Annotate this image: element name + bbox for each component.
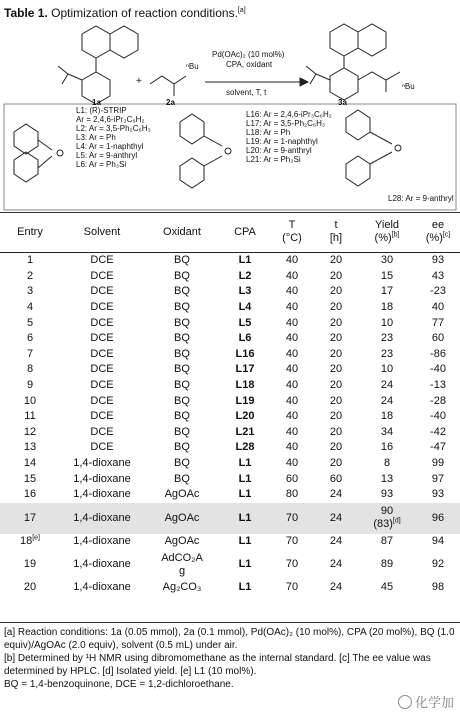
cell-yield: 24 bbox=[380, 394, 394, 407]
cell-oxidant: BQ bbox=[174, 285, 190, 298]
cell-solvent: DCE bbox=[90, 441, 114, 454]
cell-time: 20 bbox=[329, 441, 343, 454]
table-row bbox=[0, 300, 460, 316]
cell-solvent: DCE bbox=[90, 254, 114, 267]
cell-yield: 13 bbox=[380, 472, 394, 485]
substrate-label: 1a bbox=[92, 98, 101, 107]
cell-time: 20 bbox=[329, 254, 343, 267]
cell-ee: -28 bbox=[430, 394, 446, 407]
cell-yield: 18 bbox=[380, 410, 394, 423]
cell-yield: 87 bbox=[380, 534, 394, 547]
cell-temperature: 70 bbox=[270, 503, 314, 534]
cell-temperature: 40 bbox=[285, 379, 299, 392]
table-row bbox=[0, 315, 460, 331]
cpa-group-3 bbox=[388, 194, 454, 203]
cell-entry: 11 bbox=[24, 410, 36, 423]
cell-oxidant: AdCO₂A g bbox=[161, 551, 203, 577]
cell-temperature: 70 bbox=[285, 534, 299, 547]
cell-temperature: 40 bbox=[285, 410, 299, 423]
table-body bbox=[0, 253, 460, 596]
cell-ee: 77 bbox=[431, 316, 445, 329]
cell-oxidant: Ag₂CO₃ bbox=[162, 581, 202, 594]
cell-time: 20 bbox=[329, 332, 343, 345]
cell-entry: 3 bbox=[26, 285, 34, 298]
cell-cpa: L1 bbox=[220, 503, 270, 534]
cell-entry: 14 bbox=[23, 457, 37, 470]
cell-temperature: 60 bbox=[285, 472, 299, 485]
table-row bbox=[0, 580, 460, 596]
cell-time: 24 bbox=[314, 503, 358, 534]
cell-ee: 98 bbox=[431, 581, 445, 594]
cell-cpa: L19 bbox=[235, 394, 255, 407]
cell-solvent: 1,4-dioxane bbox=[73, 488, 131, 501]
cell-time: 24 bbox=[329, 534, 343, 547]
table-row bbox=[0, 549, 460, 580]
product-label: 3a bbox=[338, 98, 347, 107]
cell-solvent: 1,4-dioxane bbox=[73, 558, 131, 571]
cell-temperature: 40 bbox=[285, 332, 299, 345]
cell-time: 20 bbox=[329, 379, 343, 392]
table-row bbox=[0, 534, 460, 550]
cell-oxidant: BQ bbox=[174, 363, 190, 376]
cell-oxidant: BQ bbox=[174, 472, 190, 485]
footnote-a: [a] Reaction conditions: 1a (0.05 mmol), 2a (0.1 mmol), Pd(OAc)₂ (10 mol%), CPA (20 mol%), BQ (1.0 equiv)/AgOAc (2.0 equiv), solvent (0.5 mL) under air. bbox=[4, 627, 455, 651]
cell-entry: 12 bbox=[23, 425, 37, 438]
cpa-line: L2: Ar = 3,5-Ph₂C₆H₃ bbox=[76, 124, 151, 133]
cpa-group-1 bbox=[76, 106, 151, 169]
cell-yield: 24 bbox=[380, 379, 394, 392]
optimization-table bbox=[0, 212, 460, 596]
cell-entry: 15 bbox=[23, 472, 37, 485]
cell-oxidant: BQ bbox=[174, 316, 190, 329]
cpa-line: L28: Ar = 9-anthryl bbox=[388, 194, 454, 203]
table-header-row bbox=[0, 212, 460, 253]
cell-yield: 93 bbox=[380, 488, 394, 501]
cell-solvent: DCE bbox=[90, 269, 114, 282]
cell-temperature: 40 bbox=[285, 301, 299, 314]
cell-solvent: 1,4-dioxane bbox=[73, 534, 131, 547]
cell-oxidant: BQ bbox=[174, 269, 190, 282]
table-row bbox=[0, 393, 460, 409]
cell-yield: 45 bbox=[380, 581, 394, 594]
cell-solvent: DCE bbox=[90, 332, 114, 345]
caption-note: [a] bbox=[237, 7, 246, 14]
header-solvent: Solvent bbox=[83, 225, 121, 238]
cell-cpa: L1 bbox=[238, 254, 252, 267]
cpa-line: Ar = 2,4,6-iPr₃C₆H₂ bbox=[76, 115, 145, 124]
header-oxidant: Oxidant bbox=[163, 225, 201, 238]
cell-entry: 4 bbox=[26, 301, 34, 314]
cell-cpa: L1 bbox=[238, 488, 252, 501]
cell-cpa: L1 bbox=[238, 472, 252, 485]
cell-yield: 17 bbox=[380, 285, 394, 298]
cell-temperature: 40 bbox=[285, 316, 299, 329]
cell-cpa: L28 bbox=[235, 441, 255, 454]
cell-ee: 96 bbox=[416, 503, 460, 534]
cell-yield: 30 bbox=[380, 254, 394, 267]
table-row bbox=[0, 347, 460, 363]
cpa-line: L6: Ar = Ph₃Si bbox=[76, 160, 127, 169]
cell-time: 24 bbox=[329, 558, 343, 571]
cell-solvent: DCE bbox=[90, 410, 114, 423]
cell-time: 20 bbox=[329, 316, 343, 329]
table-row bbox=[0, 331, 460, 347]
cell-entry: 6 bbox=[26, 332, 34, 345]
acrylate-2a-structure bbox=[150, 76, 186, 96]
cell-ee: 40 bbox=[431, 301, 445, 314]
header-entry: Entry bbox=[17, 225, 43, 238]
cell-entry: 17 bbox=[0, 503, 60, 534]
conditions-text: solvent, T, t bbox=[226, 88, 267, 97]
cell-entry: 1 bbox=[26, 254, 34, 267]
cell-entry: 8 bbox=[26, 363, 34, 376]
table-row bbox=[0, 503, 460, 534]
cell-ee: 60 bbox=[431, 332, 445, 345]
cell-solvent: DCE bbox=[90, 363, 114, 376]
cell-time: 20 bbox=[329, 301, 343, 314]
cell-temperature: 70 bbox=[285, 581, 299, 594]
cell-cpa: L1 bbox=[238, 558, 252, 571]
substrate-1a-structure bbox=[58, 26, 138, 104]
cell-solvent: DCE bbox=[90, 379, 114, 392]
cell-oxidant: BQ bbox=[174, 441, 190, 454]
cell-yield: 89 bbox=[380, 558, 394, 571]
cell-ee: -13 bbox=[430, 379, 446, 392]
cell-yield: 15 bbox=[380, 269, 394, 282]
cell-yield: 23 bbox=[380, 332, 394, 345]
cell-cpa: L3 bbox=[238, 285, 252, 298]
cell-yield: 90 (83)[d] bbox=[358, 503, 416, 534]
cell-oxidant: BQ bbox=[174, 301, 190, 314]
cell-time: 20 bbox=[329, 347, 343, 360]
cell-time: 24 bbox=[329, 581, 343, 594]
cpa-line: L17: Ar = 3,5-Ph₂C₆H₃ bbox=[246, 119, 326, 128]
cell-yield: 18 bbox=[380, 301, 394, 314]
cell-solvent: DCE bbox=[90, 347, 114, 360]
cell-oxidant: BQ bbox=[174, 425, 190, 438]
caption-text: Optimization of reaction conditions. bbox=[51, 6, 238, 20]
cpa-binol-structure bbox=[180, 114, 231, 188]
cell-temperature: 40 bbox=[285, 394, 299, 407]
cpa-line: L1: (R)-STRIP bbox=[76, 106, 127, 115]
cell-time: 20 bbox=[329, 425, 343, 438]
header-time: t [h] bbox=[329, 219, 343, 244]
cell-entry: 2 bbox=[26, 269, 34, 282]
cell-entry: 16 bbox=[23, 488, 37, 501]
cell-yield: 10 bbox=[380, 363, 394, 376]
cell-yield: 10 bbox=[380, 316, 394, 329]
cpa-line: L20: Ar = 9-anthryl bbox=[246, 146, 312, 155]
table-row bbox=[0, 409, 460, 425]
cell-temperature: 40 bbox=[285, 254, 299, 267]
cell-time: 20 bbox=[329, 410, 343, 423]
cell-entry: 10 bbox=[23, 394, 37, 407]
cell-oxidant: BQ bbox=[174, 394, 190, 407]
cell-solvent: 1,4-dioxane bbox=[73, 472, 131, 485]
cell-solvent: DCE bbox=[90, 394, 114, 407]
cell-ee: -40 bbox=[430, 410, 446, 423]
cell-ee: -23 bbox=[430, 285, 446, 298]
cell-temperature: 40 bbox=[285, 425, 299, 438]
cpa-line: L16: Ar = 2,4,6-iPr₃C₆H₂ bbox=[246, 110, 332, 119]
table-row bbox=[0, 269, 460, 285]
cell-cpa: L18 bbox=[235, 379, 255, 392]
table-row bbox=[0, 362, 460, 378]
cell-cpa: L20 bbox=[235, 410, 255, 423]
cell-temperature: 40 bbox=[285, 285, 299, 298]
plus-sign: + bbox=[136, 76, 142, 87]
cell-time: 20 bbox=[329, 394, 343, 407]
cell-solvent: DCE bbox=[90, 301, 114, 314]
cell-oxidant: BQ bbox=[174, 332, 190, 345]
cell-cpa: L6 bbox=[238, 332, 252, 345]
cell-cpa: L5 bbox=[238, 316, 252, 329]
cell-solvent: 1,4-dioxane bbox=[60, 503, 144, 534]
catalyst-text: Pd(OAc)₂ (10 mol%) bbox=[212, 50, 285, 59]
table-row bbox=[0, 487, 460, 503]
cpa-group-2 bbox=[246, 110, 332, 164]
table-bottom-rule bbox=[0, 622, 460, 623]
footnote-b: [b] Determined by ¹H NMR using dibromomethane as the internal standard. [c] The ee value was determined by HPLC. [d] Isolated yield. [e] L1 (10 mol%). bbox=[4, 653, 431, 677]
table-row bbox=[0, 425, 460, 441]
cell-time: 20 bbox=[329, 285, 343, 298]
cell-entry: 9 bbox=[26, 379, 34, 392]
cpa-line: L21: Ar = Ph₃Si bbox=[246, 155, 301, 164]
watermark bbox=[398, 692, 454, 711]
cell-ee: -40 bbox=[430, 363, 446, 376]
cell-ee: 94 bbox=[431, 534, 445, 547]
cell-cpa: L4 bbox=[238, 301, 252, 314]
cell-time: 20 bbox=[329, 269, 343, 282]
acrylate-ester: ⁿBu bbox=[186, 62, 199, 71]
cell-temperature: 40 bbox=[285, 457, 299, 470]
cell-ee: 92 bbox=[431, 558, 445, 571]
cell-temperature: 40 bbox=[285, 363, 299, 376]
cpa-line: L3: Ar = Ph bbox=[76, 133, 116, 142]
table-row bbox=[0, 253, 460, 269]
cell-time: 60 bbox=[329, 472, 343, 485]
table-row bbox=[0, 440, 460, 456]
cell-temperature: 40 bbox=[285, 441, 299, 454]
cell-solvent: DCE bbox=[90, 285, 114, 298]
cell-time: 20 bbox=[329, 363, 343, 376]
cell-time: 24 bbox=[329, 488, 343, 501]
cell-solvent: 1,4-dioxane bbox=[73, 457, 131, 470]
cell-ee: -86 bbox=[430, 347, 446, 360]
table-row bbox=[0, 456, 460, 472]
cell-cpa: L16 bbox=[235, 347, 255, 360]
cell-cpa: L1 bbox=[238, 534, 252, 547]
cell-entry: 13 bbox=[23, 441, 37, 454]
cell-cpa: L1 bbox=[238, 457, 252, 470]
cell-ee: 99 bbox=[431, 457, 445, 470]
cpa-line: L18: Ar = Ph bbox=[246, 128, 291, 137]
cell-yield: 16 bbox=[380, 441, 394, 454]
cell-oxidant: BQ bbox=[174, 457, 190, 470]
cell-solvent: DCE bbox=[90, 316, 114, 329]
cell-time: 20 bbox=[329, 457, 343, 470]
cpa-spiro-structure bbox=[14, 124, 63, 182]
header-temperature: T (°C) bbox=[282, 219, 302, 244]
cell-entry: 7 bbox=[26, 347, 34, 360]
cell-cpa: L2 bbox=[238, 269, 252, 282]
watermark-logo-icon bbox=[398, 695, 412, 709]
cpa-line: L5: Ar = 9-anthryl bbox=[76, 151, 138, 160]
cell-oxidant: BQ bbox=[174, 347, 190, 360]
cell-temperature: 80 bbox=[285, 488, 299, 501]
cell-temperature: 40 bbox=[285, 269, 299, 282]
cpa-line: L19: Ar = 1-naphthyl bbox=[246, 137, 318, 146]
cell-solvent: DCE bbox=[90, 425, 114, 438]
cell-entry: 5 bbox=[26, 316, 34, 329]
table-row bbox=[0, 284, 460, 300]
cell-yield: 8 bbox=[383, 457, 391, 470]
cell-cpa: L21 bbox=[235, 425, 255, 438]
header-cpa: CPA bbox=[234, 225, 256, 238]
cell-cpa: L1 bbox=[238, 581, 252, 594]
cell-entry: 20 bbox=[23, 581, 37, 594]
product-ester: ⁿBu bbox=[402, 82, 415, 91]
cell-entry: 18[e] bbox=[19, 534, 41, 547]
cell-ee: 93 bbox=[431, 254, 445, 267]
cell-oxidant: BQ bbox=[174, 254, 190, 267]
cell-solvent: 1,4-dioxane bbox=[73, 581, 131, 594]
footnotes bbox=[4, 626, 456, 691]
cpa-h8binol-structure bbox=[346, 110, 401, 186]
table-caption bbox=[4, 6, 246, 20]
acrylate-label: 2a bbox=[166, 98, 175, 107]
reaction-scheme bbox=[0, 22, 460, 212]
caption-label: Table 1. bbox=[4, 6, 48, 20]
cell-oxidant: BQ bbox=[174, 410, 190, 423]
product-3a-structure bbox=[306, 24, 400, 100]
cell-ee: -47 bbox=[430, 441, 446, 454]
cell-ee: 93 bbox=[431, 488, 445, 501]
cell-oxidant: AgOAc bbox=[144, 503, 220, 534]
footnote-abbreviations: BQ = 1,4-benzoquinone, DCE = 1,2-dichloroethane. bbox=[4, 679, 234, 690]
watermark-text: 化学加 bbox=[414, 695, 454, 710]
cell-oxidant: AgOAc bbox=[164, 488, 200, 501]
cell-ee: 97 bbox=[431, 472, 445, 485]
cell-yield: 34 bbox=[380, 425, 394, 438]
table-row bbox=[0, 471, 460, 487]
cell-entry: 19 bbox=[23, 558, 37, 571]
cell-oxidant: BQ bbox=[174, 379, 190, 392]
table-row bbox=[0, 378, 460, 394]
header-ee: ee (%)[c] bbox=[425, 219, 451, 244]
cell-oxidant: AgOAc bbox=[164, 534, 200, 547]
cell-ee: 43 bbox=[431, 269, 445, 282]
cell-temperature: 70 bbox=[285, 558, 299, 571]
cell-cpa: L17 bbox=[235, 363, 255, 376]
cell-yield: 23 bbox=[380, 347, 394, 360]
header-yield: Yield (%)[b] bbox=[374, 219, 400, 244]
cell-temperature: 40 bbox=[285, 347, 299, 360]
cell-ee: -42 bbox=[430, 425, 446, 438]
cpa-oxidant-text: CPA, oxidant bbox=[226, 60, 273, 69]
cpa-line: L4: Ar = 1-naphthyl bbox=[76, 142, 144, 151]
data-table bbox=[0, 212, 460, 596]
